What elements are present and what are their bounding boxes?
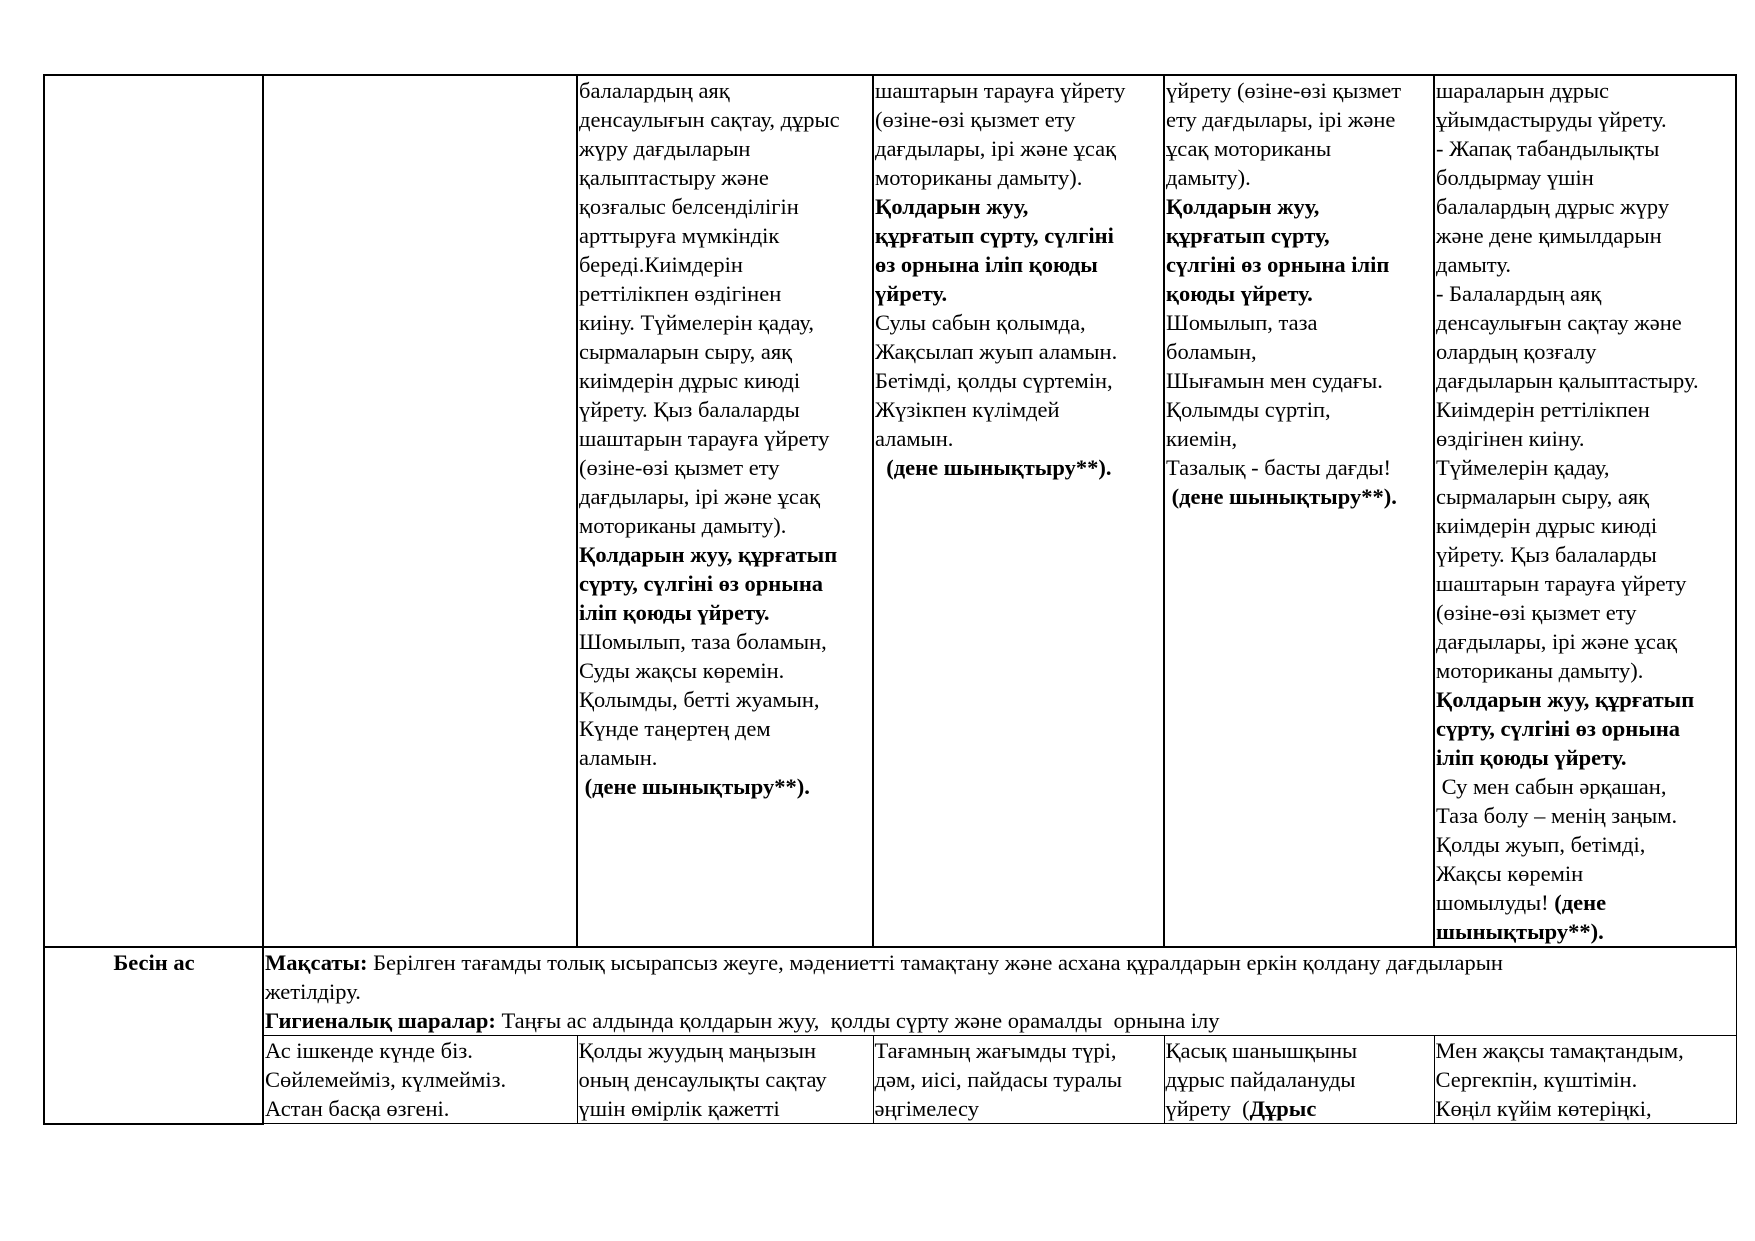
section-label: Бесін ас (44, 947, 263, 1124)
table-cell (1164, 1036, 1434, 1124)
table-cell (263, 1036, 577, 1124)
cell-text: Шомылып, таза боламын, Суды жақсы көремін. Қолымды, бетті жуамын, Күнде таңертең дем аламын. (579, 629, 827, 770)
hygiene-text: Таңғы ас алдында қолдарын жуу, қолды сүрту және орамалды орнына ілу (495, 1008, 1220, 1033)
goal-text: Берілген тағамды толық ысырапсыз жеуге, мәдениетті тамақтану және асхана құралдарын еркін қолдану дағдыларын жетілдіру. (265, 950, 1503, 1004)
bold-text: (дене шынықтыру**). (1436, 890, 1607, 944)
cell-text: Ас ішкенде күнде біз. Сөйлемейміз, күлмейміз. Астан басқа өзгені. (265, 1038, 507, 1121)
cell-text: балалардың аяқ денсаулығын сақтау, дұрыс жүру дағдыларын қалыптастыру және қозғалыс белсенділігін арттыруға мүмкіндік береді.Киімдерін реттілікпен өздігінен киіну. Түймелерін қадау, сырмаларын сыру, аяқ киімдерін дұрыс киюді үйрету. Қыз балаларды шаштарын тарауға үйрету (өзіне-өзі қызмет ету дағдылары, ірі және ұсақ моториканы дамыту). (579, 78, 840, 538)
bold-text: (дене шынықтыру**). (579, 774, 810, 799)
cell-text: шараларын дұрыс ұйымдастыруды үйрету. - Жапақ табандылықты болдырмау үшін балалардың дұрыс жүру және дене қимылдарын дамыту. - Балалардың аяқ денсаулығын сақтау және олардың қозғалу дағдыларын қалыптастыру. Киімдерін реттілікпен өздігінен киіну. Түймелерін қадау, сырмаларын сыру, аяқ киімдерін дұрыс киюді үйрету. Қыз балаларды шаштарын тарауға үйрету (өзіне-өзі қызмет ету дағдылары, ірі және ұсақ моториканы дамыту). (1436, 78, 1699, 683)
table-row (44, 1036, 1736, 1124)
table-row (44, 947, 1736, 1036)
table-cell (577, 1036, 873, 1124)
bold-text: Дұрыс (1249, 1096, 1317, 1121)
table-row (44, 75, 1736, 947)
table-cell (873, 75, 1164, 947)
bold-text: Қолдарын жуу, құрғатып сүрту, сүлгіні өз орнына іліп қоюды үйрету. (1436, 687, 1695, 770)
empty-cell (263, 75, 577, 947)
cell-text: Су мен сабын әрқашан, Таза болу – менің заңым. Қолды жуып, бетімді, Жақсы көремін шомылуды! (1436, 774, 1678, 915)
cell-text: Мен жақсы тамақтандым, Сергекпін, күштімін. Көңіл күйім көтеріңкі, (1435, 1038, 1684, 1121)
bold-text: (дене шынықтыру**). (875, 455, 1112, 480)
cell-text: үйрету (өзіне-өзі қызмет ету дағдылары, ірі және ұсақ моториканы дамыту). (1166, 78, 1402, 190)
table-cell (1434, 1036, 1736, 1124)
table-cell (1434, 75, 1736, 947)
cell-text: Шомылып, таза боламын, Шығамын мен судағы. Қолымды сүртіп, киемін, Тазалық - басты дағды! (1166, 310, 1391, 480)
cell-text: шаштарын тарауға үйрету (өзіне-өзі қызмет ету дағдылары, ірі және ұсақ моториканы дамыту). (875, 78, 1126, 190)
cell-text: Сулы сабын қолымда, Жақсылап жуып аламын. Бетімді, қолды сүртемін, Жүзікпен күлімдей аламын. (875, 310, 1118, 451)
cell-text: Қасық шанышқыны дұрыс пайдалануды үйрету ( (1165, 1038, 1358, 1121)
bold-text: Қолдарын жуу, құрғатып сүрту, сүлгіні өз орнына іліп қоюды үйрету. (875, 194, 1114, 306)
schedule-table (43, 74, 1737, 1125)
table-cell (873, 1036, 1164, 1124)
section-goal-cell (263, 947, 1736, 1036)
cell-text: Тағамның жағымды түрі, дәм, иісі, пайдасы туралы әңгімелесу (874, 1038, 1122, 1121)
table-cell (577, 75, 873, 947)
bold-text: (дене шынықтыру**). (1166, 484, 1397, 509)
bold-text: Қолдарын жуу, құрғатып сүрту, сүлгіні өз орнына іліп қоюды үйрету. (1166, 194, 1390, 306)
goal-label: Мақсаты: (265, 950, 368, 975)
table-cell (1164, 75, 1434, 947)
bold-text: Қолдарын жуу, құрғатып сүрту, сүлгіні өз орнына іліп қоюды үйрету. (579, 542, 838, 625)
cell-text: Қолды жуудың маңызын оның денсаулықты сақтау үшін өмірлік қажетті (578, 1038, 827, 1121)
row-label-cell (44, 75, 263, 947)
hygiene-label: Гигиеналық шаралар: (265, 1008, 496, 1033)
